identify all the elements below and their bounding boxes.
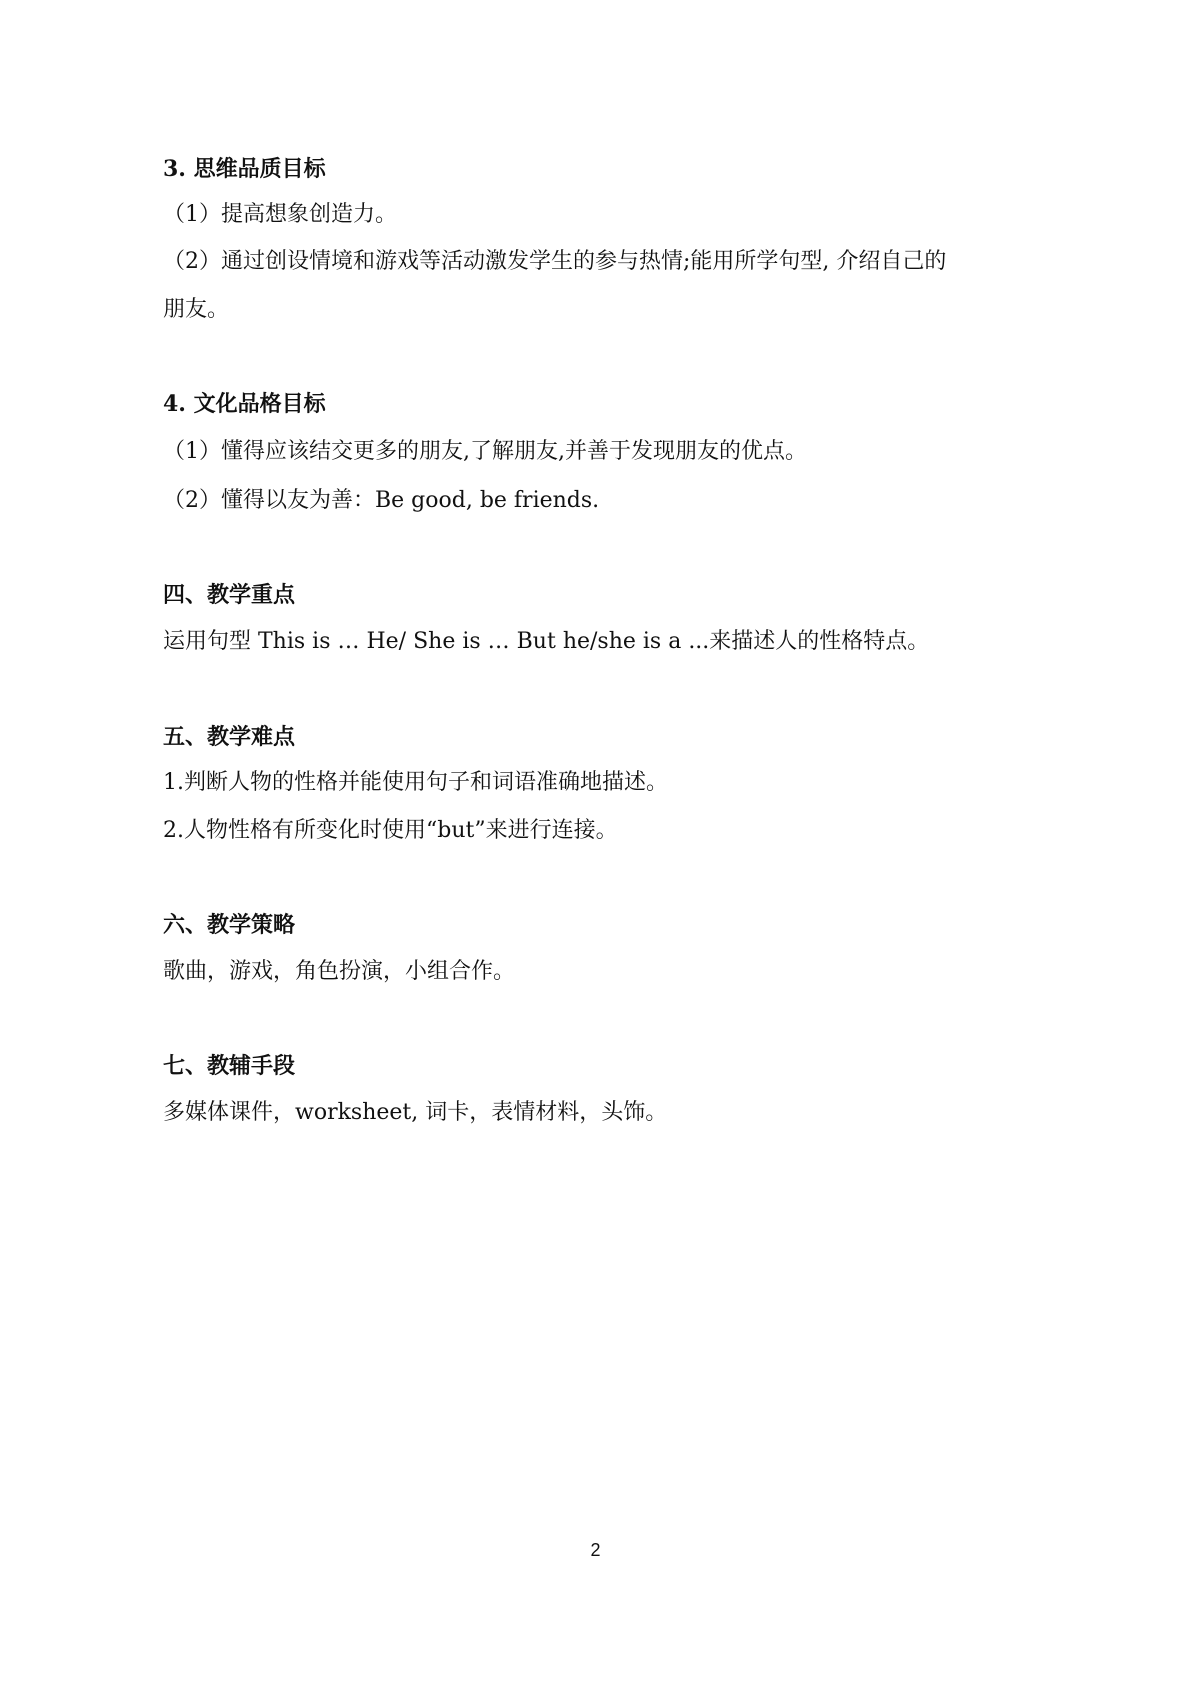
culture-goal-item-2: （2）懂得以友为善：Be good, be friends. <box>163 488 600 513</box>
thinking-goal-item-2-line-1: （2）通过创设情境和游戏等活动激发学生的参与热情;能用所学句型, 介绍自己的 <box>163 249 947 274</box>
difficulties-item-1: 1.判断人物的性格并能使用句子和词语准确地描述。 <box>163 770 668 795</box>
culture-goal-item-1: （1）懂得应该结交更多的朋友,了解朋友,并善于发现朋友的优点。 <box>163 439 807 464</box>
key-points-heading: 四、教学重点 <box>163 582 296 608</box>
difficulties-item-2: 2.人物性格有所变化时使用“but”来进行连接。 <box>163 818 618 843</box>
key-points-text: 运用句型 This is … He/ She is … But he/she is a ...来描述人的性格特点。 <box>163 629 930 654</box>
thinking-goal-heading: 3. 思维品质目标 <box>163 156 326 182</box>
aids-text: 多媒体课件，worksheet, 词卡，表情材料，头饰。 <box>163 1100 668 1125</box>
strategies-text: 歌曲，游戏，角色扮演，小组合作。 <box>163 959 516 984</box>
difficulties-heading: 五、教学难点 <box>163 724 296 750</box>
thinking-goal-item-1: （1）提高想象创造力。 <box>163 202 397 227</box>
thinking-goal-item-2-line-2: 朋友。 <box>163 297 230 322</box>
aids-heading: 七、教辅手段 <box>163 1053 296 1079</box>
culture-goal-heading: 4. 文化品格目标 <box>163 391 326 417</box>
page-number: 2 <box>590 1540 601 1560</box>
strategies-heading: 六、教学策略 <box>163 912 296 938</box>
